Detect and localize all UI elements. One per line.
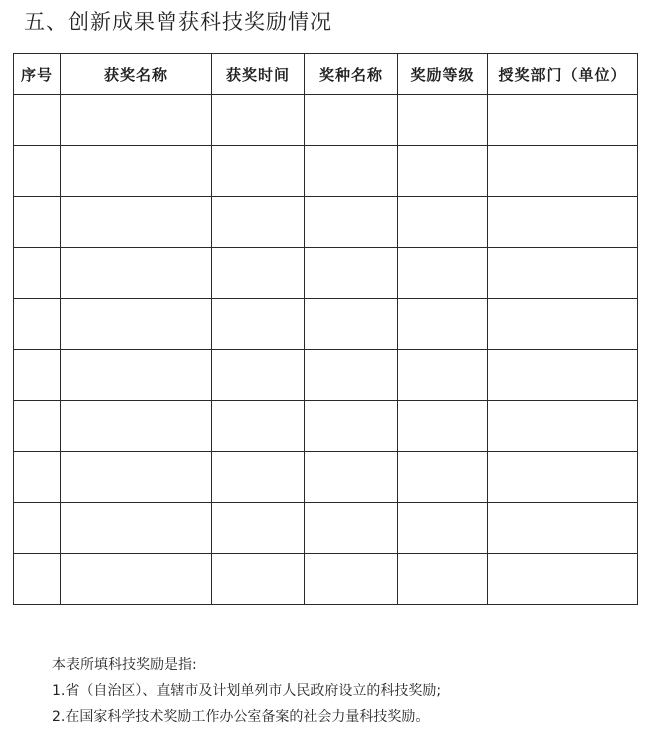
cell-awarding-department (488, 299, 638, 350)
cell-award-type (305, 554, 398, 605)
cell-serial-number (14, 503, 61, 554)
cell-award-date (212, 554, 305, 605)
table-row (14, 452, 638, 503)
notes-intro: 本表所填科技奖励是指: (52, 657, 197, 673)
cell-awarding-department (488, 452, 638, 503)
cell-award-date (212, 248, 305, 299)
cell-serial-number (14, 401, 61, 452)
cell-award-type (305, 350, 398, 401)
cell-serial-number (14, 452, 61, 503)
cell-serial-number (14, 197, 61, 248)
table-row (14, 299, 638, 350)
table-row (14, 146, 638, 197)
notes-item-1: 1.省（自治区）、直辖市及计划单列市人民政府设立的科技奖励; (52, 683, 442, 699)
header-award-name: 获奖名称 (61, 54, 212, 95)
table-row (14, 554, 638, 605)
notes (52, 652, 441, 730)
cell-award-level (398, 554, 488, 605)
header-awarding-department: 授奖部门（单位） (488, 54, 638, 95)
cell-award-type (305, 452, 398, 503)
cell-award-name (61, 401, 212, 452)
cell-award-level (398, 197, 488, 248)
header-award-type: 奖种名称 (305, 54, 398, 95)
cell-award-type (305, 299, 398, 350)
table-body (14, 95, 638, 605)
header-award-level: 奖励等级 (398, 54, 488, 95)
section-title: 五、创新成果曾获科技奖励情况 (24, 10, 332, 34)
table-row (14, 197, 638, 248)
cell-award-level (398, 452, 488, 503)
cell-awarding-department (488, 197, 638, 248)
cell-awarding-department (488, 146, 638, 197)
cell-awarding-department (488, 95, 638, 146)
cell-serial-number (14, 248, 61, 299)
table-header-row (14, 54, 638, 95)
cell-award-level (398, 248, 488, 299)
table-row (14, 350, 638, 401)
header-serial-number: 序号 (14, 54, 61, 95)
cell-serial-number (14, 146, 61, 197)
cell-award-date (212, 503, 305, 554)
cell-award-date (212, 95, 305, 146)
cell-award-name (61, 248, 212, 299)
cell-awarding-department (488, 248, 638, 299)
cell-award-date (212, 299, 305, 350)
cell-serial-number (14, 95, 61, 146)
cell-award-type (305, 95, 398, 146)
header-award-date: 获奖时间 (212, 54, 305, 95)
awards-table (13, 53, 638, 605)
cell-award-type (305, 401, 398, 452)
cell-award-name (61, 350, 212, 401)
table-row (14, 503, 638, 554)
table-row (14, 95, 638, 146)
cell-award-date (212, 197, 305, 248)
cell-award-level (398, 401, 488, 452)
cell-award-type (305, 248, 398, 299)
cell-award-name (61, 146, 212, 197)
cell-awarding-department (488, 350, 638, 401)
cell-award-date (212, 452, 305, 503)
cell-award-name (61, 452, 212, 503)
cell-award-name (61, 299, 212, 350)
cell-award-type (305, 197, 398, 248)
cell-award-level (398, 503, 488, 554)
cell-award-level (398, 350, 488, 401)
cell-awarding-department (488, 401, 638, 452)
table-row (14, 401, 638, 452)
cell-award-name (61, 197, 212, 248)
cell-award-level (398, 95, 488, 146)
cell-awarding-department (488, 503, 638, 554)
cell-award-type (305, 503, 398, 554)
cell-award-date (212, 146, 305, 197)
cell-award-name (61, 503, 212, 554)
cell-award-name (61, 95, 212, 146)
cell-serial-number (14, 554, 61, 605)
cell-serial-number (14, 299, 61, 350)
cell-award-type (305, 146, 398, 197)
cell-award-date (212, 401, 305, 452)
cell-serial-number (14, 350, 61, 401)
cell-awarding-department (488, 554, 638, 605)
cell-award-name (61, 554, 212, 605)
cell-award-date (212, 350, 305, 401)
cell-award-level (398, 299, 488, 350)
notes-item-2: 2.在国家科学技术奖励工作办公室备案的社会力量科技奖励。 (52, 709, 430, 725)
cell-award-level (398, 146, 488, 197)
table-row (14, 248, 638, 299)
